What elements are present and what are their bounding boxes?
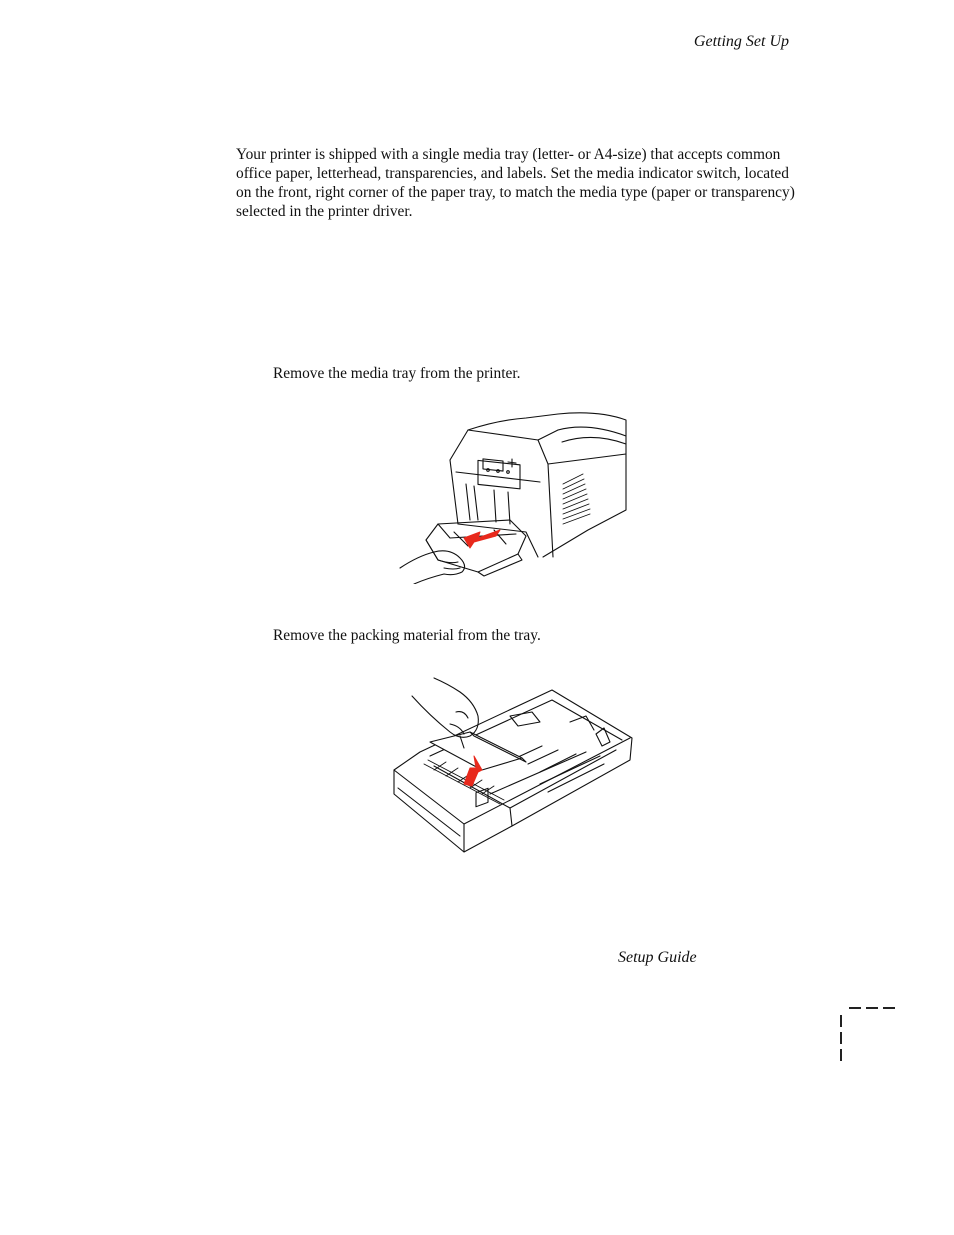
- crop-mark: [883, 1007, 895, 1009]
- crop-mark: [840, 1032, 842, 1044]
- crop-mark: [849, 1007, 861, 1009]
- crop-mark: [840, 1015, 842, 1027]
- crop-mark: [840, 1049, 842, 1061]
- crop-mark: [866, 1007, 878, 1009]
- printer-tray-removal-illustration: [398, 412, 630, 584]
- packing-material-removal-illustration: [390, 676, 636, 854]
- step-2-text: Remove the packing material from the tray.: [273, 627, 541, 644]
- running-header: Getting Set Up: [693, 33, 789, 50]
- intro-paragraph: Your printer is shipped with a single media tray (letter- or A4-size) that accepts common office paper, letterhead, transparencies, and labels. Set the media indicator switch, located on the front, right corner of the paper tray, to match the media type (paper or transparency) selected in the printer driver.: [236, 146, 795, 220]
- running-footer: Setup Guide: [618, 949, 697, 966]
- step-1-text: Remove the media tray from the printer.: [273, 365, 521, 382]
